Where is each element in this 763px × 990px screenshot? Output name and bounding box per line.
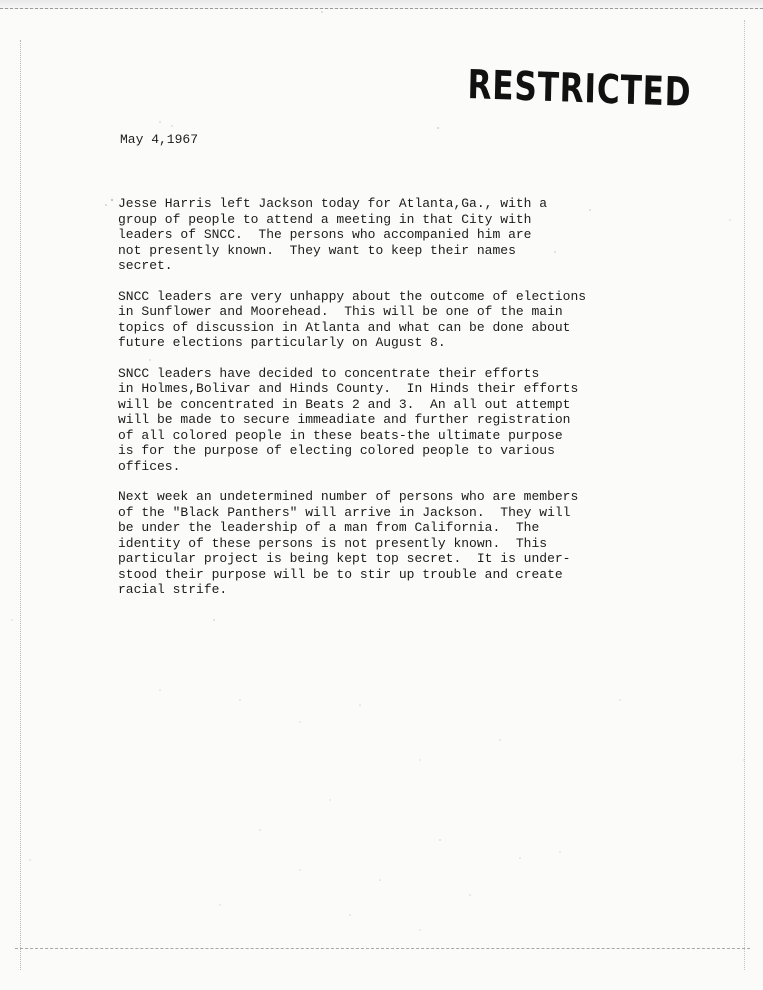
- paragraph-1: [118, 196, 648, 274]
- text-line: in Holmes,Bolivar and Hinds County. In Hinds their efforts: [118, 381, 579, 396]
- text-line: SNCC leaders are very unhappy about the outcome of elections: [118, 288, 587, 304]
- paragraph-3: [118, 366, 648, 475]
- text-line: group of people to attend a meeting in that City with: [118, 211, 532, 227]
- text-line: offices.: [118, 458, 181, 474]
- text-line: stood their purpose will be to stir up trouble and create: [118, 566, 563, 582]
- text-line: be under the leadership of a man from California. The: [118, 520, 540, 535]
- page-left-edge: [20, 40, 21, 970]
- text-line: particular project is being kept top secret. It is under-: [118, 551, 571, 566]
- text-line: not presently known. They want to keep their names: [118, 242, 516, 258]
- text-line: secret.: [118, 258, 173, 273]
- text-line: SNCC leaders have decided to concentrate their efforts: [118, 365, 540, 381]
- paragraph-4: [118, 489, 648, 598]
- text-line: will be made to secure immeadiate and further registration: [118, 412, 571, 427]
- page-right-edge: [744, 20, 745, 970]
- text-line: Next week an undetermined number of persons who are members: [118, 489, 579, 504]
- text-line: Jesse Harris left Jackson today for Atlanta,Ga., with a: [118, 196, 548, 211]
- text-line: leaders of SNCC. The persons who accompanied him are: [118, 227, 532, 242]
- text-line: topics of discussion in Atlanta and what can be done about: [118, 319, 571, 335]
- document-date: May 4,1967: [120, 132, 199, 147]
- text-line: will be concentrated in Beats 2 and 3. An all out attempt: [118, 396, 571, 412]
- page-top-edge: [0, 0, 763, 9]
- text-line: identity of these persons is not presently known. This: [118, 535, 548, 551]
- document-body: [118, 196, 648, 613]
- text-line: racial strife.: [118, 582, 228, 597]
- text-line: of the "Black Panthers" will arrive in Jackson. They will: [118, 504, 571, 520]
- text-line: future elections particularly on August 8.: [118, 335, 446, 350]
- text-line: is for the purpose of electing colored people to various: [118, 443, 555, 458]
- paragraph-2: [118, 289, 648, 351]
- text-line: of all colored people in these beats-the ultimate purpose: [118, 427, 563, 443]
- restricted-stamp: RESTRICTED: [466, 62, 692, 116]
- page-bottom-edge: [15, 948, 750, 949]
- text-line: in Sunflower and Moorehead. This will be one of the main: [118, 304, 563, 319]
